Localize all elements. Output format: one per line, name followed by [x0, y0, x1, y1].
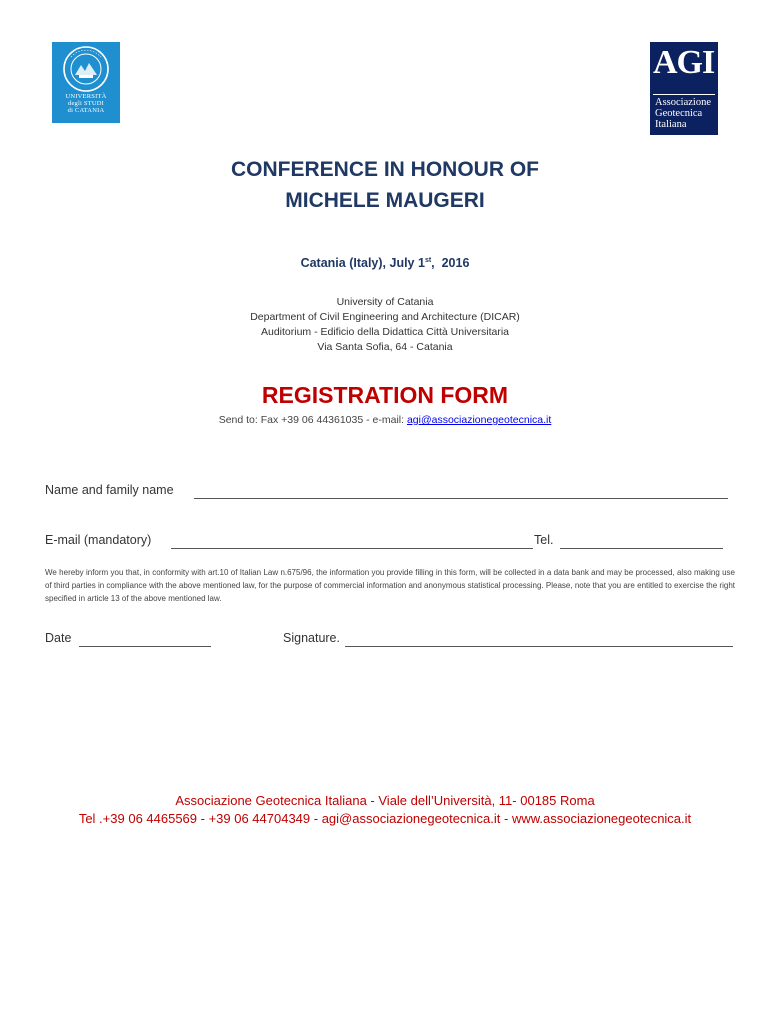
agi-logo-text [655, 97, 711, 130]
university-logo [52, 42, 120, 123]
date-label: Date [45, 631, 72, 645]
conference-title-line2: MICHELE MAUGERI [285, 189, 485, 212]
agi-logo-mark: AGI [653, 44, 715, 81]
venue-line: Department of Civil Engineering and Architecture (DICAR) [250, 311, 520, 323]
conference-title-line1: CONFERENCE IN HONOUR OF [230, 158, 539, 181]
date-suffix: , 2016 [431, 256, 470, 270]
university-logo-line: UNIVERSITÀ [65, 93, 107, 100]
signature-field[interactable] [345, 632, 733, 647]
agi-logo-line: Geotecnica [655, 108, 703, 119]
registration-form-title: REGISTRATION FORM [261, 382, 509, 408]
venue-block [0, 295, 770, 355]
tel-field[interactable] [560, 534, 723, 549]
university-logo-line: di CATANIA [67, 107, 105, 114]
email-link[interactable]: agi@associazionegeotecnica.it [406, 414, 552, 426]
send-to-line [0, 414, 770, 426]
send-to-text: Send to: Fax +39 06 44361035 - e-mail: [218, 414, 407, 426]
venue-line: University of Catania [336, 296, 434, 308]
name-field[interactable] [194, 484, 728, 499]
email-field[interactable] [171, 534, 533, 549]
name-label: Name and family name [45, 483, 174, 497]
date-superscript: st [424, 256, 432, 264]
university-logo-line: degli STUDI [68, 100, 104, 107]
tel-label: Tel. [534, 533, 554, 547]
date-prefix: Catania (Italy), July 1 [300, 256, 425, 270]
conference-date [0, 256, 770, 270]
agi-logo-line: Italiana [655, 119, 687, 130]
footer-contacts: Tel .+39 06 4465569 - +39 06 44704349 - agi@associazionegeotecnica.it - www.associazionegeotecnica.it [78, 811, 692, 826]
footer-address: Associazione Geotecnica Italiana - Viale dell’Università, 11- 00185 Roma [175, 793, 595, 808]
signature-label: Signature. [283, 631, 340, 645]
venue-line: Auditorium - Edificio della Didattica Città Universitaria [260, 326, 509, 338]
university-seal-icon [61, 45, 111, 93]
conference-title [0, 154, 770, 216]
agi-logo-line: Associazione [655, 97, 711, 108]
venue-line: Via Santa Sofia, 64 - Catania [317, 341, 453, 353]
privacy-notice: We hereby inform you that, in conformity with art.10 of Italian Law n.675/96, the information you provide filling in this form, will be collected in a data bank and may be processed, also making use of third parties in compliance with the above mentioned law, for the purpose of commercial information and anonymous statistical processing. Please, note that you are entitled to exercise the right specified in article 13 of the above mentioned law. [45, 568, 735, 603]
date-field[interactable] [79, 632, 211, 647]
agi-logo-rule [653, 94, 715, 95]
agi-logo [650, 42, 718, 135]
email-label: E-mail (mandatory) [45, 533, 152, 547]
